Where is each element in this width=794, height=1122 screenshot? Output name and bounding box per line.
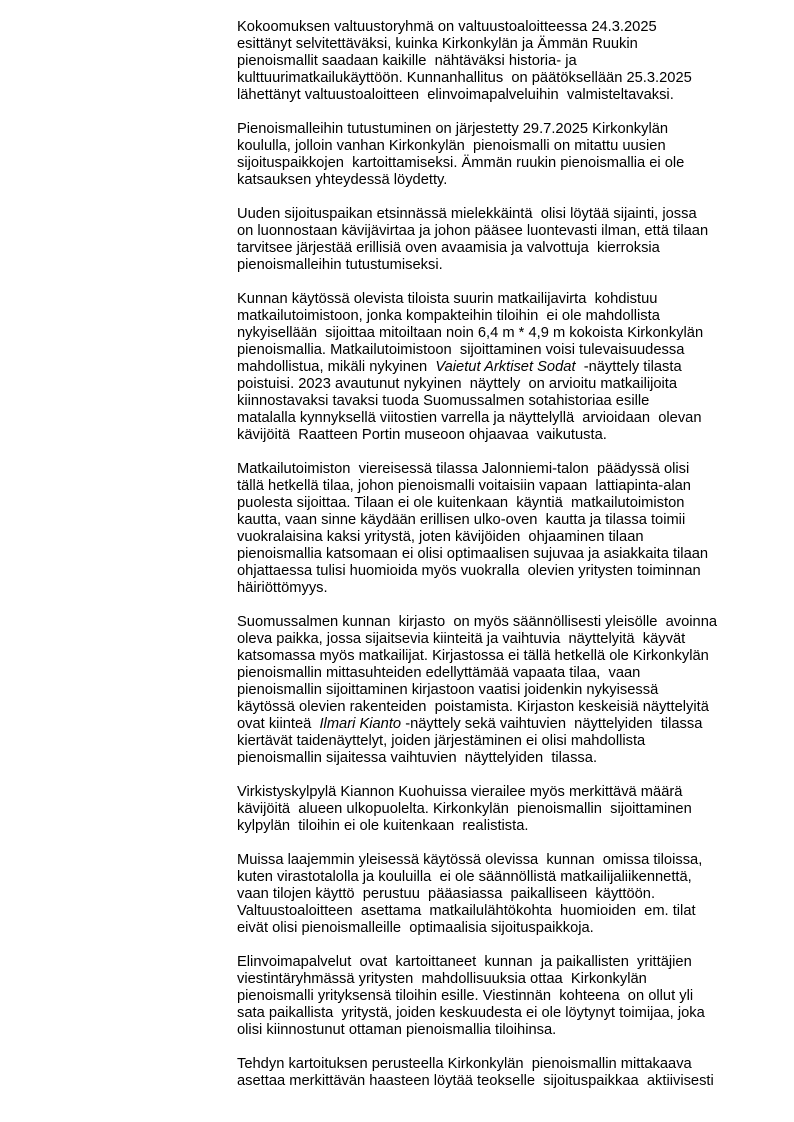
text-line — [237, 325, 762, 342]
text-line — [237, 682, 762, 699]
text-run: -näyttely tilasta — [575, 359, 682, 375]
paragraph — [237, 291, 762, 444]
text-line — [237, 70, 762, 87]
text-run: ohjattaessa tulisi huomioida myös vuokralla olevien yritysten toiminnan — [237, 563, 701, 579]
text-run: pienoismallia katsomaan ei olisi optimaalisen sujuvaa ja asiakkaita tilaan — [237, 546, 709, 562]
text-run: sijoituspaikkojen kartoittamiseksi. Ämmän ruukin pienoismallia ei ole — [237, 155, 685, 171]
text-run: Matkailutoimiston viereisessä tilassa Jalonniemi-talon päädyssä olisi — [237, 461, 690, 477]
paragraph — [237, 206, 762, 274]
paragraph — [237, 19, 762, 104]
text-run: Kokoomuksen valtuustoryhmä on valtuustoaloitteessa 24.3.2025 — [237, 19, 657, 35]
text-run: Pienoismalleihin tutustuminen on järjestetty 29.7.2025 Kirkonkylän — [237, 121, 669, 137]
text-run: puolesta sijoittaa. Tilaan ei ole kuitenkaan käyntiä matkailutoimiston — [237, 495, 685, 511]
text-run: vaan tilojen käyttö perustuu pääasiassa paikalliseen käyttöön. — [237, 886, 656, 902]
text-run: asettaa merkittävän haasteen löytää teokselle sijoituspaikkaa aktiivisesti — [237, 1073, 714, 1089]
text-line — [237, 920, 762, 937]
text-line — [237, 461, 762, 478]
text-line — [237, 342, 762, 359]
text-run: mahdollistua, mikäli nykyinen — [237, 359, 436, 375]
text-run: on luonnostaan kävijävirtaa ja johon pääsee luontevasti ilman, että tilaan — [237, 223, 709, 239]
text-line — [237, 801, 762, 818]
text-run: kulttuurimatkailukäyttöön. Kunnanhallitus on päätöksellään 25.3.2025 — [237, 70, 692, 86]
text-line — [237, 410, 762, 427]
text-run: pienoismalli yrityksensä tiloihin esille. Viestinnän kohteena on ollut yli — [237, 988, 694, 1004]
text-run: pienoismallin sijoittaminen kirjastoon vaatisi joidenkin nykyisessä — [237, 682, 659, 698]
text-line — [237, 53, 762, 70]
text-run: pienoismalleihin tutustumiseksi. — [237, 257, 443, 273]
text-run: eivät olisi pienoismalleille optimaalisia sijoituspaikkoja. — [237, 920, 594, 936]
text-run: kiinnostavaksi tavaksi tuoda Suomussalmen sotahistoriaa esille — [237, 393, 650, 409]
paragraph — [237, 784, 762, 835]
text-line — [237, 563, 762, 580]
text-line — [237, 512, 762, 529]
text-run: matalalla kynnyksellä viitostien varrella ja näyttelyllä arvioidaan olevan — [237, 410, 702, 426]
text-run: katsomassa myös matkailijat. Kirjastossa ei tällä hetkellä ole Kirkonkylän — [237, 648, 709, 664]
text-line — [237, 427, 762, 444]
text-line — [237, 1073, 762, 1090]
text-run: Valtuustoaloitteen asettama matkailulähtökohta huomioiden em. tilat — [237, 903, 696, 919]
text-run: esittänyt selvitettäväksi, kuinka Kirkonkylän ja Ämmän Ruukin — [237, 36, 638, 52]
text-run: pienoismallit saadaan kaikille nähtäväksi historia- ja — [237, 53, 577, 69]
text-line — [237, 529, 762, 546]
text-line — [237, 257, 762, 274]
text-run: käytössä olevien rakenteiden poistamista. Kirjaston keskeisiä näyttelyitä — [237, 699, 709, 715]
text-line — [237, 206, 762, 223]
text-line — [237, 546, 762, 563]
text-line — [237, 291, 762, 308]
text-run: kiertävät taidenäyttelyt, joiden järjestäminen ei olisi mahdollista — [237, 733, 646, 749]
text-run: Muissa laajemmin yleisessä käytössä olevissa kunnan omissa tiloissa, — [237, 852, 703, 868]
text-line — [237, 648, 762, 665]
text-line — [237, 818, 762, 835]
text-line — [237, 886, 762, 903]
text-line — [237, 580, 762, 597]
text-run: sata paikallista yritystä, joiden keskuudesta ei ole löytynyt toimijaa, joka — [237, 1005, 705, 1021]
paragraph — [237, 954, 762, 1039]
text-line — [237, 750, 762, 767]
text-line — [237, 87, 762, 104]
text-run: tarvitsee järjestää erillisiä oven avaamisia ja valvottuja kierroksia — [237, 240, 660, 256]
text-line — [237, 903, 762, 920]
text-run: kautta, vaan sinne käydään erillisen ulko-oven kautta ja tilassa toimii — [237, 512, 686, 528]
text-line — [237, 852, 762, 869]
text-run: vuokralaisina kaksi yritystä, joten kävijöiden ohjaaminen tilaan — [237, 529, 644, 545]
text-run: Tehdyn kartoituksen perusteella Kirkonkylän pienoismallin mittakaava — [237, 1056, 692, 1072]
text-line — [237, 954, 762, 971]
text-line — [237, 155, 762, 172]
text-run: kylpylän tiloihin ei ole kuitenkaan realistista. — [237, 818, 529, 834]
text-run: -näyttely sekä vaihtuvien näyttelyiden tilassa — [401, 716, 703, 732]
text-line — [237, 1005, 762, 1022]
text-run: pienoismallin mittasuhteiden edellyttämää vapaata tilaa, vaan — [237, 665, 641, 681]
paragraph — [237, 852, 762, 937]
document-body — [237, 19, 762, 1107]
text-line — [237, 869, 762, 886]
text-line — [237, 665, 762, 682]
text-line — [237, 36, 762, 53]
text-line — [237, 495, 762, 512]
paragraph — [237, 461, 762, 597]
text-run: kävijöitä Raatteen Portin museoon ohjaavaa vaikutusta. — [237, 427, 607, 443]
text-line — [237, 393, 762, 410]
text-run: lähettänyt valtuustoaloitteen elinvoimapalveluihin valmisteltavaksi. — [237, 87, 674, 103]
text-line — [237, 308, 762, 325]
text-run: häiriöttömyys. — [237, 580, 328, 596]
text-run: pienoismallin sijaitessa vaihtuvien näyttelyiden tilassa. — [237, 750, 598, 766]
text-run: ovat kiinteä — [237, 716, 320, 732]
text-run: kävijöitä alueen ulkopuolelta. Kirkonkylän pienoismallin sijoittaminen — [237, 801, 692, 817]
text-run: Vaietut Arktiset Sodat — [435, 359, 576, 375]
text-run: katsauksen yhteydessä löydetty. — [237, 172, 448, 188]
text-line — [237, 988, 762, 1005]
text-line — [237, 172, 762, 189]
text-line — [237, 240, 762, 257]
text-run: nykyisellään sijoittaa mitoiltaan noin 6,4 m * 4,9 m kokoista Kirkonkylän — [237, 325, 704, 341]
text-run: Ilmari Kianto — [319, 716, 402, 732]
text-line — [237, 631, 762, 648]
text-run: oleva paikka, jossa sijaitsevia kiinteitä ja vaihtuvia näyttelyitä käyvät — [237, 631, 686, 647]
paragraph — [237, 1056, 762, 1090]
paragraph — [237, 121, 762, 189]
text-line — [237, 614, 762, 631]
text-line — [237, 784, 762, 801]
text-line — [237, 699, 762, 716]
text-run: Uuden sijoituspaikan etsinnässä mielekkäintä olisi löytää sijainti, jossa — [237, 206, 697, 222]
text-run: poistuisi. 2023 avautunut nykyinen näyttely on arvioitu matkailijoita — [237, 376, 678, 392]
text-run: Kunnan käytössä olevista tiloista suurin matkailijavirta kohdistuu — [237, 291, 658, 307]
text-line — [237, 121, 762, 138]
text-line — [237, 733, 762, 750]
text-run: matkailutoimistoon, jonka kompakteihin tiloihin ei ole mahdollista — [237, 308, 660, 324]
text-line — [237, 376, 762, 393]
text-line — [237, 359, 762, 376]
text-line — [237, 138, 762, 155]
text-run: koululla, jolloin vanhan Kirkonkylän pienoismalli on mitattu uusien — [237, 138, 666, 154]
text-run: kuten virastotalolla ja kouluilla ei ole säännöllistä matkailijaliikennettä, — [237, 869, 692, 885]
text-line — [237, 1022, 762, 1039]
text-run: Virkistyskylpylä Kiannon Kuohuissa vierailee myös merkittävä määrä — [237, 784, 683, 800]
text-line — [237, 971, 762, 988]
text-run: Elinvoimapalvelut ovat kartoittaneet kunnan ja paikallisten yrittäjien — [237, 954, 692, 970]
paragraph — [237, 614, 762, 767]
text-line — [237, 1056, 762, 1073]
text-line — [237, 478, 762, 495]
text-line — [237, 716, 762, 733]
text-run: Suomussalmen kunnan kirjasto on myös säännöllisesti yleisölle avoinna — [237, 614, 718, 630]
text-line — [237, 223, 762, 240]
text-run: viestintäryhmässä yritysten mahdollisuuksia ottaa Kirkonkylän — [237, 971, 647, 987]
text-run: olisi kiinnostunut ottaman pienoismallia tiloihinsa. — [237, 1022, 557, 1038]
text-run: tällä hetkellä tilaa, johon pienoismalli voitaisiin vapaan lattiapinta-alan — [237, 478, 691, 494]
text-run: pienoismallia. Matkailutoimistoon sijoittaminen voisi tulevaisuudessa — [237, 342, 685, 358]
text-line — [237, 19, 762, 36]
